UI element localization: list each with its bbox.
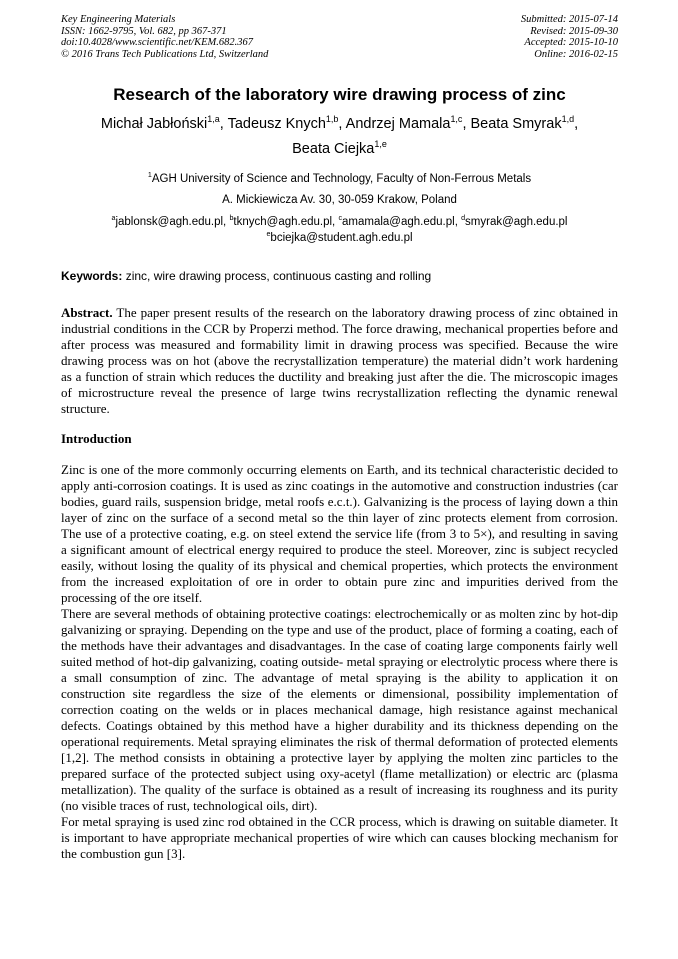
affiliation-block	[61, 169, 618, 211]
author-separator: ,	[462, 116, 471, 133]
author-affiliation-marker: 1,b	[325, 114, 339, 125]
affiliation-address: A. Mickiewicza Av. 30, 30-059 Krakow, Poland	[222, 194, 457, 207]
revised-date: Revised: 2015-09-30	[530, 25, 618, 37]
body-paragraph: Zinc is one of the more commonly occurring elements on Earth, and its technical characteristic decided to apply anti-corrosion coatings. It is used as zinc coatings in the automotive and construction industries (car bodies, guard rails, suspension bridge, metal roofs e.c.t.). Galvanizing is the process of laying down a thin layer of zinc on the surface of a second metal so the thin layer of zinc protects element from corrosion. The use of a protective coating, e.g. on steel extend the service life (from 3 to 5×), and resulting in saving a significant amount of electrical energy required to produce the steel. Moreover, zinc is subject recycled easily, without losing the quality of its physical and chemical properties, which protects the environment from the increased exploitation of ore in order to obtain pure zinc and impurities derived from the processing of the ore itself.	[61, 462, 618, 606]
affiliation-marker: 1	[147, 171, 152, 180]
author-name: Tadeusz Knych	[227, 116, 326, 133]
author-separator: ,	[219, 116, 228, 133]
keywords-line	[61, 269, 618, 284]
journal-info	[61, 14, 268, 60]
section-heading-introduction: Introduction	[61, 431, 132, 447]
affiliation-line	[61, 169, 618, 190]
journal-copyright: © 2016 Trans Tech Publications Ltd, Switzerland	[61, 48, 269, 60]
author-separator: ,	[338, 116, 346, 133]
author-name: Beata Ciejka	[292, 141, 375, 158]
email-address: tknych@agh.edu.pl	[233, 216, 333, 229]
author-affiliation-marker: 1,c	[450, 114, 463, 125]
emails-line	[61, 215, 618, 231]
email-separator: ,	[332, 216, 339, 229]
authors-list	[61, 112, 618, 162]
email-marker: a	[111, 214, 116, 223]
author-affiliation-marker: 1,d	[561, 114, 575, 125]
journal-doi: doi:10.4028/www.scientific.net/KEM.682.367	[61, 37, 253, 49]
author-affiliation-marker: 1,e	[374, 139, 387, 150]
email-address: amamala@agh.edu.pl	[342, 216, 455, 229]
keywords-text: zinc, wire drawing process, continuous casting and rolling	[122, 269, 432, 284]
emails-line	[61, 231, 618, 247]
email-marker: c	[338, 214, 342, 223]
paper-title: Research of the laboratory wire drawing process of zinc	[113, 85, 566, 105]
abstract-paragraph	[61, 305, 618, 417]
journal-issn-volume: ISSN: 1662-9795, Vol. 682, pp 367-371	[61, 25, 227, 37]
email-separator: ,	[454, 216, 462, 229]
author-affiliation-marker: 1,a	[207, 114, 220, 125]
body-paragraph: For metal spraying is used zinc rod obtained in the CCR process, which is drawing on suitable diameter. It is important to have appropriate mechanical properties of wire which can causes blocking mechanism for the combustion gun [3].	[61, 814, 618, 862]
introduction-section	[61, 462, 618, 862]
journal-name: Key Engineering Materials	[61, 14, 176, 25]
abstract-label: Abstract.	[61, 305, 113, 321]
email-address: smyrak@agh.edu.pl	[465, 216, 568, 229]
accepted-date: Accepted: 2015-10-10	[524, 37, 618, 49]
email-marker: e	[266, 230, 271, 239]
email-separator: ,	[223, 216, 230, 229]
submitted-date: Submitted: 2015-07-14	[520, 14, 618, 25]
email-address: jablonsk@agh.edu.pl	[115, 216, 224, 229]
email-marker: b	[229, 214, 234, 223]
author-name: Andrzej Mamala	[345, 116, 451, 133]
submission-dates	[521, 14, 618, 60]
affiliation-institution: AGH University of Science and Technology, Faculty of Non-Ferrous Metals	[151, 173, 532, 186]
emails-block	[61, 215, 618, 246]
keywords-label: Keywords:	[61, 269, 123, 284]
author-name: Beata Smyrak	[470, 116, 562, 133]
email-address: bciejka@student.agh.edu.pl	[270, 231, 413, 244]
online-date: Online: 2016-02-15	[534, 48, 618, 60]
abstract-text: The paper present results of the research on the laboratory drawing process of zinc obtained in industrial conditions in the CCR by Properzi method. The force drawing, mechanical properties before and after process was measured and formability limit in drawing process was specified. Because the wire drawing process was on hot (above the recrystallization temperature) the material didn’t work hardening as a function of strain which reduces the ductility and breaking just after the die. The microscopic images of microstructure reveal the presence of large twins recrystallization reflecting the dynamic renewal structure.	[61, 305, 618, 417]
author-name: Michał Jabłoński	[100, 116, 208, 133]
body-paragraph: There are several methods of obtaining protective coatings: electrochemically or as molten zinc by hot-dip galvanizing or spraying. Depending on the type and use of the product, place of forming a coating, each of the methods have their advantages and disadvantages. In the case of coating large components fairly well suited method of hot-dip galvanizing, coating outside- metal spraying or electrolytic process where there is a small consumption of zinc. The advantage of metal spraying is the ability to application it on construction site regardless the size of the elements or dimensional, possibility implementation of correction coating on the welds or in places mechanical damage, high resistance against mechanical defects. Coatings obtained by this method have a higher durability and its thickness depending on the operational requirements. Metal spraying eliminates the risk of thermal deformation of protected elements [1,2]. The method consists in obtaining a protective layer by applying the molten zinc particles to the prepared surface of the protected subject using oxy-acetyl (flame metallization) or electric arc (plasma metallization). The quality of the surface is obtained as a result of increasing its roughness and its purity (no visible traces of rust, technological oils, dirt).	[61, 606, 618, 814]
journal-header	[61, 14, 618, 60]
email-marker: d	[461, 214, 466, 223]
author-separator: ,	[574, 116, 579, 133]
